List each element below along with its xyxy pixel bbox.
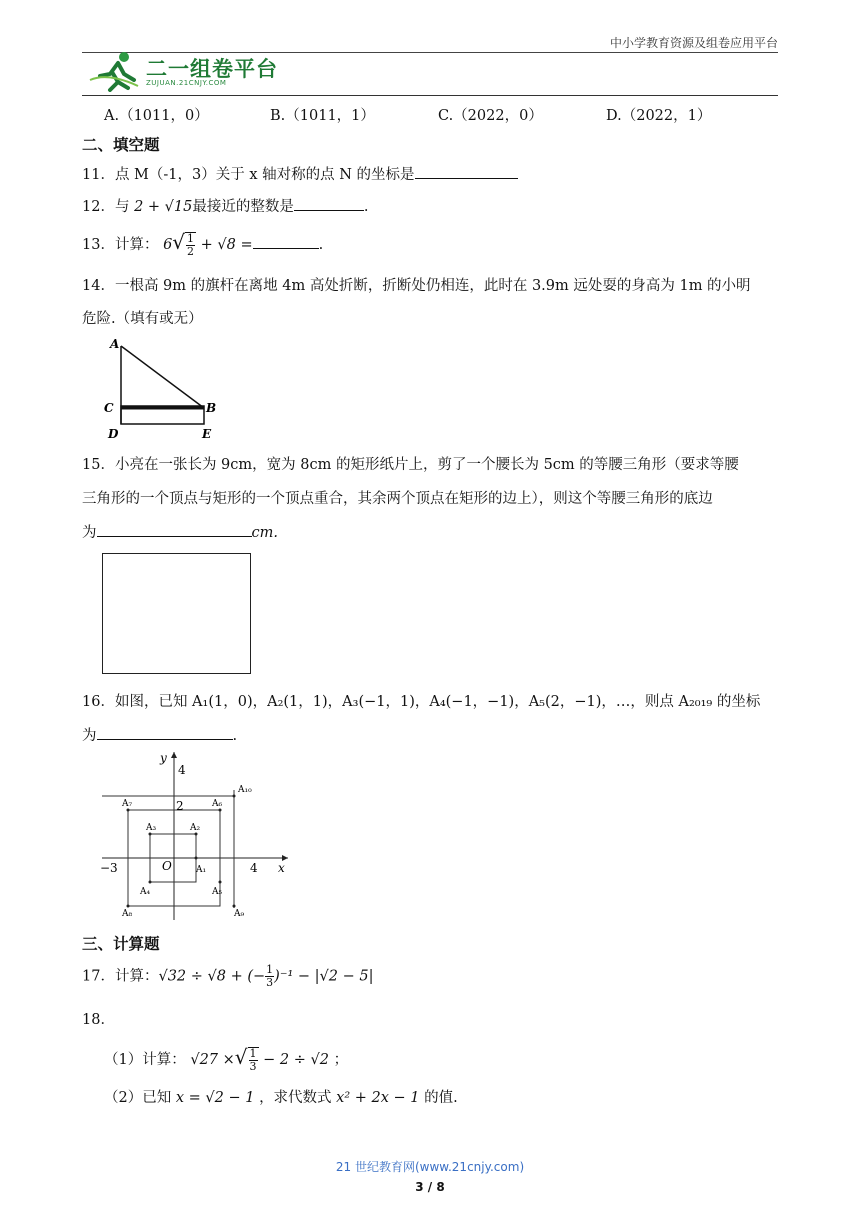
q14-line2: 危险.（填有或无） — [82, 311, 203, 327]
q17-fraction: $\frac{1}{3}$ — [266, 963, 274, 989]
fig16-a2: A₂ — [190, 823, 201, 833]
q18-p2-end: 的值. — [424, 1090, 458, 1106]
fig16-a6: A₆ — [212, 799, 223, 809]
fig16-a4: A₄ — [140, 887, 151, 897]
fig16-tick-y4: 4 — [178, 763, 186, 777]
fig16-tick-y2: 2 — [176, 799, 184, 813]
q16-line2-prefix: 为 — [82, 728, 97, 744]
fig16-x-label: x — [278, 861, 285, 875]
q10-option-a: A.（1011，0） — [104, 108, 209, 124]
q18-p1-fraction: $\frac{1}{3}$ — [249, 1047, 257, 1073]
q12-expression: 2 + √15 — [134, 199, 193, 215]
fig16-a9: A₉ — [234, 909, 245, 919]
q13-end: . — [318, 237, 324, 253]
section-fill-blank-title: 二、填空题 — [82, 136, 160, 154]
q13-answer-blank[interactable] — [253, 234, 319, 249]
fig16-a10: A₁₀ — [238, 785, 252, 795]
fig14-label-a: A — [110, 337, 120, 351]
q14-line1: 14．一根高 9m 的旗杆在离地 4m 高处折断，折断处仍相连，此时在 3.9m 远处耍的身高为 1m 的小明 — [82, 278, 751, 294]
runner-logo-icon — [88, 50, 144, 92]
q11-answer-blank[interactable] — [415, 164, 518, 179]
q12-suffix: 最接近的整数是 — [192, 199, 294, 215]
fig14-label-e: E — [202, 427, 212, 441]
q18-p2-expr2: x² + 2x − 1 — [336, 1090, 420, 1106]
logo-subtext: ZUJUAN.21CNJY.COM — [146, 79, 227, 87]
q18-part1: （1）计算： √27 ×√ $\frac{1}{3}$ − 2 ÷ √2 ； — [104, 1045, 349, 1073]
footer-page-number: 3 / 8 — [415, 1180, 445, 1194]
q15-line1: 15．小亮在一张长为 9cm，宽为 8cm 的矩形纸片上，剪了一个腰长为 5cm 的等腰三角形（要求等腰 — [82, 457, 739, 473]
fig16-y-label: y — [160, 751, 167, 765]
q15-rectangle-figure — [102, 553, 251, 674]
q15-line3-prefix: 为 — [82, 525, 97, 541]
q15-line2: 三角形的一个顶点与矩形的一个顶点重合，其余两个顶点在矩形的边上），则这个等腰三角形的底边 — [82, 491, 713, 507]
fig16-a1: A₁ — [196, 865, 207, 875]
q15-line3 — [82, 521, 278, 542]
footer-site-link[interactable]: 21 世纪教育网(www.21cnjy.com) — [335, 1160, 525, 1174]
q18-p1-prefix: （1）计算： — [104, 1052, 186, 1068]
logo-text: 二一组卷平台 — [146, 57, 278, 81]
q17-prefix: 17．计算： — [82, 968, 159, 985]
q13-rest: + √8 = — [200, 237, 253, 253]
q17-expr-a: √32 ÷ √8 + (− — [158, 968, 266, 985]
q18-p1-a: √27 × — [190, 1052, 235, 1068]
q16-line2-end: . — [232, 728, 238, 744]
fig16-a3: A₃ — [146, 823, 157, 833]
q10-option-b: B.（1011，1） — [270, 108, 375, 124]
q16-line1: 16．如图，已知 A₁(1，0)，A₂(1，1)，A₃(−1，1)，A₄(−1，−1)，A₅(2，−1)，…，则点 A₂₀₁₉ 的坐标 — [82, 694, 761, 710]
fig16-a8: A₈ — [122, 909, 133, 919]
site-logo — [88, 50, 288, 92]
question-12 — [82, 195, 368, 216]
q14-flagpole-figure — [100, 334, 230, 444]
fig16-origin: O — [162, 859, 172, 873]
q12-end: . — [363, 199, 369, 215]
question-13: 13．计算： 6√ $\frac{1}{2}$ + √8 = . — [82, 230, 324, 258]
q13-prefix: 13．计算： — [82, 237, 159, 253]
q18-number: 18． — [82, 1012, 115, 1028]
fig14-label-c: C — [104, 401, 114, 415]
q15-answer-blank[interactable] — [97, 522, 252, 537]
q12-prefix: 12．与 — [82, 199, 130, 215]
q13-coef: 6 — [163, 237, 173, 253]
q10-option-c: C.（2022，0） — [438, 108, 543, 124]
section-calculation-title: 三、计算题 — [82, 935, 160, 953]
header-bottom-rule — [82, 95, 778, 96]
q16-answer-blank[interactable] — [97, 725, 233, 740]
fig16-tick-x4: 4 — [250, 861, 258, 875]
question-17 — [82, 964, 373, 989]
fig16-a5: A₅ — [212, 887, 223, 897]
q16-coordinate-figure — [98, 748, 298, 924]
q16-line2 — [82, 724, 237, 745]
q18-p2-mid: ，求代数式 — [259, 1090, 332, 1106]
q17-expr-b: )⁻¹ − |√2 − 5| — [274, 968, 374, 985]
fig14-label-b: B — [206, 401, 217, 415]
q12-answer-blank[interactable] — [294, 196, 364, 211]
q11-text: 11．点 M（-1，3）关于 x 轴对称的点 N 的坐标是 — [82, 167, 415, 183]
q13-fraction: $\frac{1}{2}$ — [187, 232, 195, 258]
q10-option-d: D.（2022，1） — [606, 108, 712, 124]
header-site-label: 中小学教育资源及组卷应用平台 — [609, 36, 778, 50]
fig14-label-d: D — [108, 427, 119, 441]
question-11 — [82, 163, 518, 184]
q18-p2-prefix: （2）已知 — [104, 1090, 172, 1106]
q18-part2 — [104, 1086, 458, 1107]
fig16-a7: A₇ — [122, 799, 133, 809]
q18-p1-b: − 2 ÷ √2 — [263, 1052, 329, 1068]
q18-p2-expr1: x = √2 − 1 — [175, 1090, 255, 1106]
fig16-tick-neg3: −3 — [100, 861, 118, 875]
q18-p1-end: ； — [333, 1052, 349, 1068]
q15-unit: cm. — [251, 525, 278, 541]
